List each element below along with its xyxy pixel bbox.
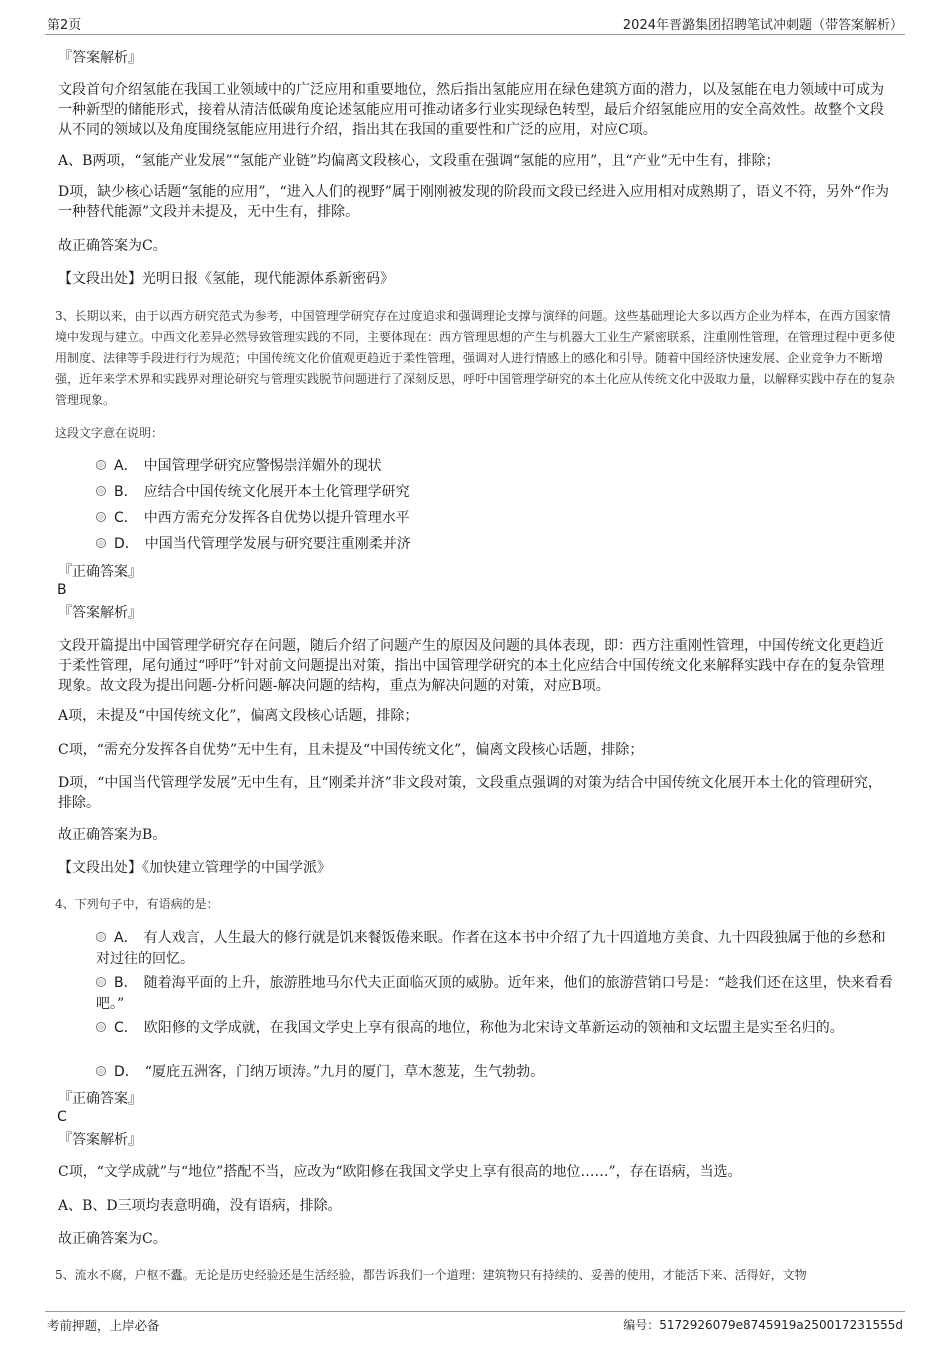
footer-slogan: 考前押题，上岸必备 [47, 1318, 160, 1333]
option-text: “厦庇五洲客，门纳万顷涛。”九月的厦门，草木葱茏，生气勃勃。 [144, 1064, 545, 1080]
q3-analysis-label: 『答案解析』 [58, 605, 142, 621]
page-number: 第2页 [47, 18, 82, 33]
document-title: 2024年晋潞集团招聘笔试冲刺题（带答案解析） [622, 18, 903, 33]
q2-source: 【文段出处】光明日报《氢能，现代能源体系新密码》 [58, 271, 394, 287]
radio-icon[interactable] [96, 460, 106, 470]
radio-icon[interactable] [96, 932, 106, 942]
page-header [45, 12, 905, 35]
q4-analysis-conclusion: 故正确答案为C。 [58, 1231, 167, 1247]
q4-option-d[interactable] [96, 1062, 896, 1083]
option-letter: D． [114, 536, 139, 552]
option-text: 随着海平面的上升，旅游胜地马尔代夫正面临灭顶的威胁。近年来，他们的旅游营销口号是：“趁我们还在这里，快来看看吧。” [96, 975, 893, 1012]
q4-option-a[interactable] [96, 928, 896, 970]
q3-option-a[interactable] [96, 456, 896, 477]
radio-icon[interactable] [96, 486, 106, 496]
q3-correct-label: 『正确答案』 [58, 564, 142, 580]
q4-stem: 4、下列句子中，有语病的是： [55, 897, 219, 911]
radio-icon[interactable] [96, 1066, 106, 1076]
q3-option-b[interactable] [96, 482, 896, 503]
q3-stem: 3、长期以来，由于以西方研究范式为参考，中国管理学研究存在过度追求和强调理论支撑与演绎的问题。这些基础理论大多以西方企业为样本，在西方国家情境中发现与建立。中西文化差异必然导致管理实践的不同，主要体现在：西方管理思想的产生与机器大工业生产紧密联系，注重刚性管理，在管理过程中更多使用制度、法律等手段进行行为规范；中国传统文化价值观更趋近于柔性管理，强调对人进行情感上的感化和引导。随着中国经济快速发展、企业竞争力不断增强，近年来学术界和实践界对理论研究与管理实践脱节问题进行了深刻反思，呼吁中国管理学研究的本土化应从传统文化中汲取力量，以解释实践中存在的复杂管理现象。 [55, 309, 896, 407]
q5-stem: 5、流水不腐，户枢不蠹。无论是历史经验还是生活经验，都告诉我们一个道理：建筑物只有持续的、妥善的使用，才能活下来、活得好，文物 [55, 1268, 807, 1282]
option-letter: C． [114, 510, 138, 526]
option-text: 中国管理学研究应警惕崇洋媚外的现状 [143, 458, 382, 474]
option-letter: C． [114, 1020, 138, 1036]
page-footer [45, 1311, 905, 1334]
radio-icon[interactable] [96, 538, 106, 548]
radio-icon[interactable] [96, 512, 106, 522]
q3-analysis-conclusion: 故正确答案为B。 [58, 827, 167, 843]
q2-analysis-label: 『答案解析』 [58, 50, 142, 66]
option-text: 中国当代管理学发展与研究要注重刚柔并济 [144, 536, 411, 552]
q4-analysis-p2: A、B、D三项均表意明确，没有语病，排除。 [58, 1198, 342, 1214]
radio-icon[interactable] [96, 1022, 106, 1032]
q4-answer: C [57, 1109, 67, 1125]
q3-source: 【文段出处】《加快建立管理学的中国学派》 [58, 860, 331, 876]
option-letter: B． [114, 484, 138, 500]
q3-analysis-p4: D项，“中国当代管理学发展”无中生有，且“刚柔并济”非文段对策，文段重点强调的对策为结合中国传统文化展开本土化的管理研究，排除。 [58, 775, 882, 811]
option-letter: A． [114, 458, 138, 474]
q4-analysis-p1: C项，“文学成就”与“地位”搭配不当，应改为“欧阳修在我国文学史上享有很高的地位……”，存在语病，当选。 [58, 1164, 742, 1180]
option-text: 中西方需充分发挥各自优势以提升管理水平 [143, 510, 410, 526]
q3-lead: 这段文字意在说明： [55, 426, 164, 440]
radio-icon[interactable] [96, 977, 106, 987]
q2-analysis-conclusion: 故正确答案为C。 [58, 238, 167, 254]
document-code: 编号：5172926079e8745919a250017231555d [623, 1318, 903, 1332]
option-text: 应结合中国传统文化展开本土化管理学研究 [143, 484, 410, 500]
q4-analysis-label: 『答案解析』 [58, 1132, 142, 1148]
option-letter: B． [114, 975, 138, 991]
q4-option-c[interactable] [96, 1018, 896, 1039]
q3-analysis-p1: 文段开篇提出中国管理学研究存在问题，随后介绍了问题产生的原因及问题的具体表现，即：西方注重刚性管理，中国传统文化更趋近于柔性管理，尾句通过“呼吁”针对前文问题提出对策，指出中国管理学研究的本土化应结合中国传统文化来解释实践中存在的复杂管理现象。故文段为提出问题-分析问题-解决问题的结构，重点为解决问题的对策，对应B项。 [58, 638, 885, 694]
q2-analysis-p2: A、B两项，“氢能产业发展”“氢能产业链”均偏离文段核心，文段重在强调“氢能的应用”，且“产业”无中生有，排除； [58, 153, 780, 169]
q3-answer: B [57, 582, 67, 598]
q3-option-c[interactable] [96, 508, 896, 529]
q2-analysis-p3: D项，缺少核心话题“氢能的应用”，“进入人们的视野”属于刚刚被发现的阶段而文段已经进入应用相对成熟期了，语义不符，另外“作为一种替代能源”文段并未提及，无中生有，排除。 [58, 184, 890, 220]
option-letter: D． [114, 1064, 139, 1080]
q3-analysis-p2: A项，未提及“中国传统文化”，偏离文段核心话题，排除； [58, 708, 419, 724]
option-text: 欧阳修的文学成就，在我国文学史上享有很高的地位，称他为北宋诗文革新运动的领袖和文坛盟主是实至名归的。 [143, 1020, 844, 1036]
option-letter: A． [114, 930, 138, 946]
q4-correct-label: 『正确答案』 [58, 1091, 142, 1107]
option-text: 有人戏言，人生最大的修行就是饥来餐饭倦来眠。作者在这本书中介绍了九十四道地方美食、九十四段独属于他的乡愁和对过往的回忆。 [96, 930, 886, 967]
q3-option-d[interactable] [96, 534, 896, 555]
q3-analysis-p3: C项，“需充分发挥各自优势”无中生有，且未提及“中国传统文化”，偏离文段核心话题，排除； [58, 742, 644, 758]
q2-analysis-p1: 文段首句介绍氢能在我国工业领域中的广泛应用和重要地位，然后指出氢能应用在绿色建筑方面的潜力，以及氢能在电力领域中可成为一种新型的储能形式，接着从清洁低碳角度论述氢能应用可推动诸多行业实现绿色转型，最后介绍氢能应用的安全高效性。故整个文段从不同的领域以及角度围绕氢能应用进行介绍，指出其在我国的重要性和广泛的应用，对应C项。 [58, 82, 884, 138]
q4-option-b[interactable] [96, 973, 896, 1015]
